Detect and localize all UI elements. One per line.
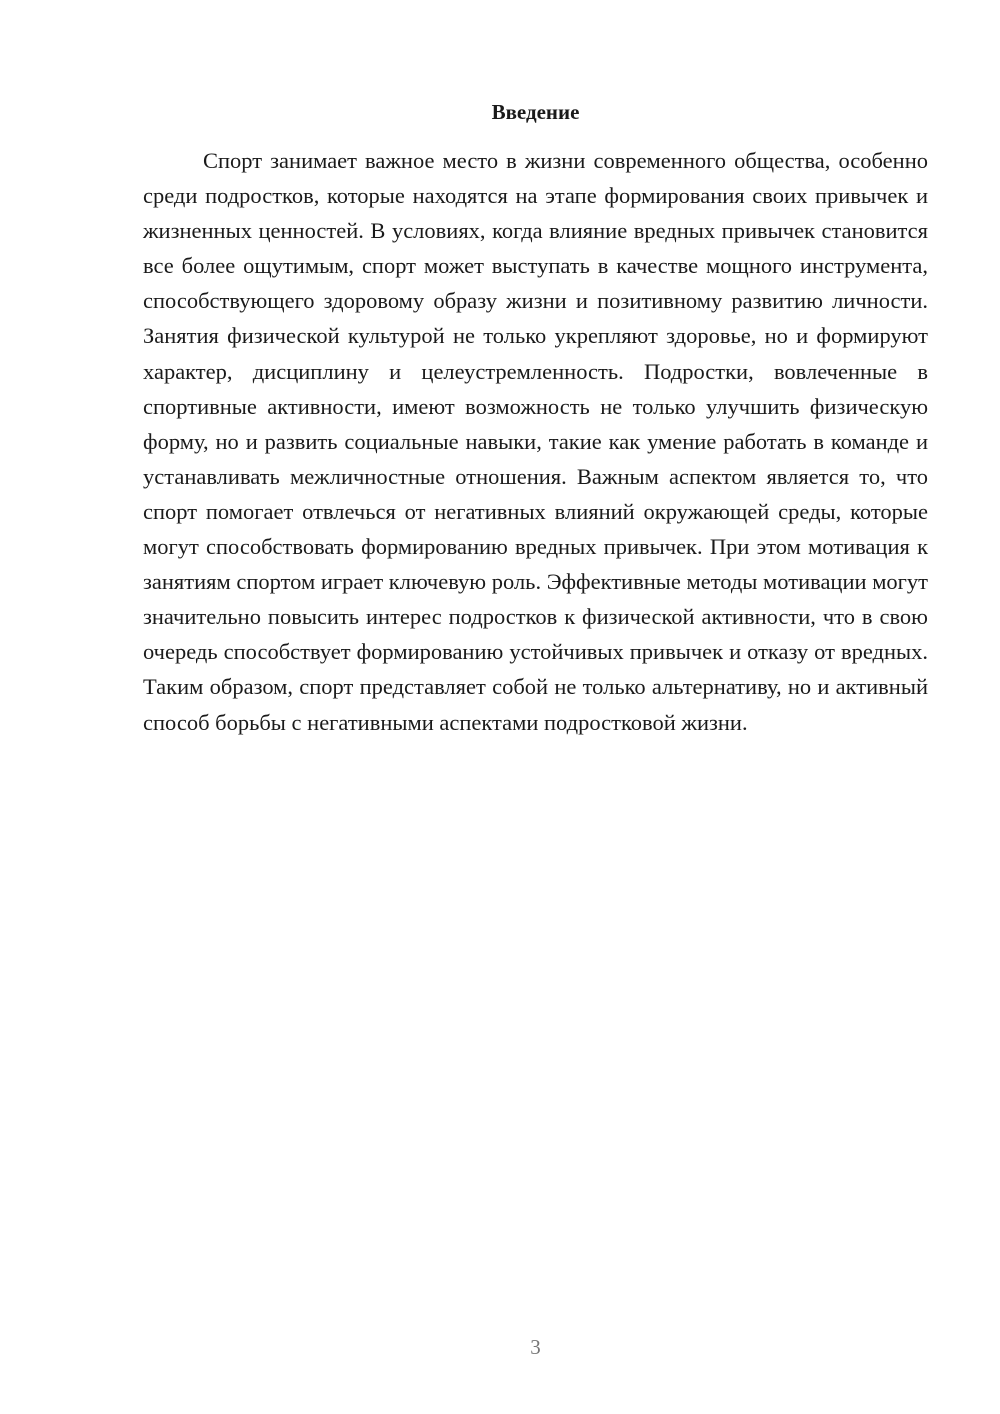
page-number: 3 bbox=[530, 1335, 541, 1359]
intro-paragraph: Спорт занимает важное место в жизни современного общества, особенно среди подростков, которые находятся на этапе формирования своих привычек и жизненных ценностей. В условиях, когда влияние вредных привычек становится все более ощутимым, спорт может выступать в качестве мощного инструмента, способствующего здоровому образу жизни и позитивному развитию личности. Занятия физической культурой не только укрепляют здоровье, но и формируют характер, дисциплину и целеустремленность. Подростки, вовлеченные в спортивные активности, имеют возможность не только улучшить физическую форму, но и развить социальные навыки, такие как умение работать в команде и устанавливать межличностные отношения. Важным аспектом является то, что спорт помогает отвлечься от негативных влияний окружающей среды, которые могут способствовать формированию вредных привычек. При этом мотивация к занятиям спортом играет ключевую роль. Эффективные методы мотивации могут значительно повысить интерес подростков к физической активности, что в свою очередь способствует формированию устойчивых привычек и отказу от вредных. Таким образом, спорт представляет собой не только альтернативу, но и активный способ борьбы с негативными аспектами подростковой жизни. bbox=[143, 148, 928, 735]
section-title: Введение bbox=[491, 100, 580, 124]
